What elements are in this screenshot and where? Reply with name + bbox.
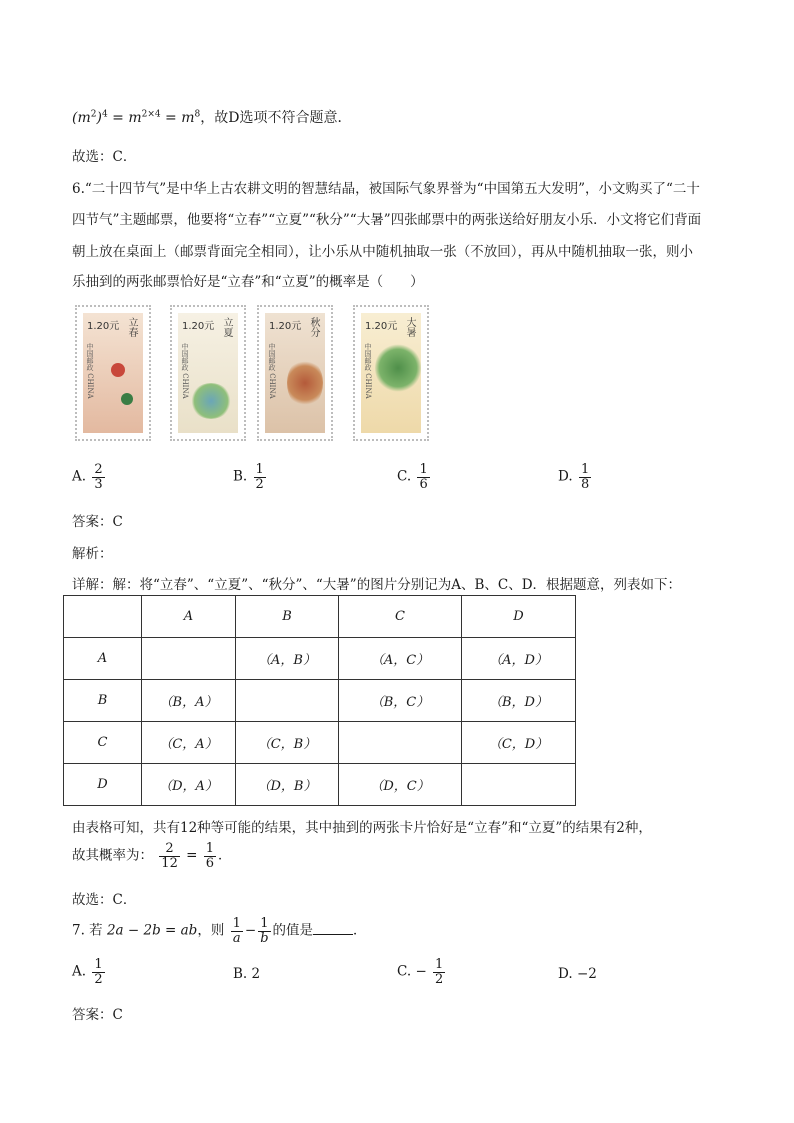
formula-tail: ，故D选项不符合题意． <box>200 110 352 126</box>
table-header-cell: D <box>462 596 576 638</box>
denominator: b <box>260 930 269 946</box>
q7-answer: 答案：C <box>72 1007 123 1023</box>
table-cell <box>236 680 339 722</box>
denominator: a <box>232 930 241 946</box>
table-cell: （A，D） <box>462 638 576 680</box>
stamp-art <box>361 313 421 433</box>
q6-line1: 6.“二十四节气”是中华上古农耕文明的智慧结晶，被国际气象界誉为“中国第五大发明”，小文购买了“二十 <box>72 181 700 197</box>
stamp-country: 中国邮政 CHINA <box>268 343 276 399</box>
option-value: 2 <box>251 966 261 982</box>
q6-detail: 详解：解：将“立春”、“立夏”、“秋分”、“大暑”的图片分别记为A、B、C、D．根据题意，列表如下： <box>72 577 682 593</box>
option-label: D. <box>558 966 573 982</box>
stamp-art <box>265 313 325 433</box>
table-header-row <box>64 596 576 638</box>
fraction <box>231 917 243 945</box>
table-cell <box>462 764 576 806</box>
stamp-qiufen <box>257 305 333 441</box>
denominator: 12 <box>161 855 178 871</box>
fraction <box>92 958 104 986</box>
q6-option-c[interactable] <box>397 463 432 491</box>
table-cell: （A，C） <box>339 638 462 680</box>
numerator: 1 <box>580 462 590 477</box>
stamp-name: 大暑 <box>404 317 415 337</box>
fraction <box>579 463 591 491</box>
stamp-lichun <box>75 305 151 441</box>
answer-blank[interactable] <box>313 922 353 935</box>
stamp-name: 立夏 <box>221 317 232 337</box>
denominator: 8 <box>580 476 590 492</box>
fraction <box>204 842 216 870</box>
numerator: 2 <box>165 841 174 856</box>
q7-stem <box>72 917 367 945</box>
table-cell: （B，A） <box>142 680 236 722</box>
q6-option-a[interactable] <box>72 463 107 491</box>
numerator: 1 <box>232 916 241 931</box>
table-row <box>64 638 576 680</box>
stamp-flowers <box>190 383 232 419</box>
table-cell: （D，B） <box>236 764 339 806</box>
stamp-value: 1.20元 <box>269 321 302 332</box>
stamp-leaves <box>375 343 421 393</box>
denominator: 2 <box>94 971 103 987</box>
minus-sign: − <box>244 922 257 939</box>
table-row <box>64 722 576 764</box>
q6-answer: 答案：C <box>72 514 123 530</box>
stamp-value: 1.20元 <box>87 321 120 332</box>
table-row-label: C <box>64 722 142 764</box>
table-cell: （A，B） <box>236 638 339 680</box>
fraction <box>417 463 429 491</box>
table-row-label: A <box>64 638 142 680</box>
q7-option-d[interactable] <box>558 966 597 982</box>
table-cell <box>142 638 236 680</box>
q7-equation: 2a − 2b = ab <box>106 922 198 939</box>
q7-option-a[interactable] <box>72 958 107 986</box>
stamp-value: 1.20元 <box>182 321 215 332</box>
q7-end: ． <box>353 922 367 939</box>
option-label: C. <box>397 963 412 980</box>
stamp-country: 中国邮政 CHINA <box>86 343 94 399</box>
table-cell: （D，C） <box>339 764 462 806</box>
table-cell: （C，B） <box>236 722 339 764</box>
q6-probability <box>72 842 232 870</box>
prob-prefix: 故其概率为： <box>72 847 153 864</box>
q6-conclusion: 由表格可知，共有12种等可能的结果，其中抽到的两张卡片恰好是“立春”和“立夏”的结果有2种， <box>72 820 652 836</box>
q6-option-b[interactable] <box>233 463 268 491</box>
equals-sign: = <box>186 847 198 864</box>
option-label: C. <box>397 468 412 485</box>
stamp-dashu <box>353 305 429 441</box>
table-header-cell: A <box>142 596 236 638</box>
table-row-label: B <box>64 680 142 722</box>
fraction <box>258 917 270 945</box>
table-cell: （C，A） <box>142 722 236 764</box>
denominator: 2 <box>435 971 444 987</box>
table-cell: （C，D） <box>462 722 576 764</box>
option-label: B. <box>233 966 248 982</box>
q7-mid: ，则 <box>197 922 225 939</box>
stamp-lixia <box>170 305 246 441</box>
stamp-country: 中国邮政 CHINA <box>181 343 189 399</box>
table-cell: （B，D） <box>462 680 576 722</box>
stamp-figure <box>121 393 133 405</box>
stamp-figure <box>111 363 125 377</box>
table-row-label: D <box>64 764 142 806</box>
numerator: 1 <box>255 462 264 477</box>
stamp-art <box>178 313 238 433</box>
table-cell <box>339 722 462 764</box>
table-header-cell: C <box>339 596 462 638</box>
fraction <box>433 958 445 986</box>
answer-line-prev: 故选：C． <box>72 149 137 165</box>
stamp-name: 立春 <box>126 317 137 337</box>
minus-sign: − <box>415 963 427 980</box>
stamp-value: 1.20元 <box>365 321 398 332</box>
prob-end: ． <box>218 847 232 864</box>
option-label: D. <box>558 468 573 485</box>
q7-suffix: 的值是 <box>272 922 314 939</box>
table-cell: （B，C） <box>339 680 462 722</box>
outcome-table <box>63 595 576 806</box>
table-row <box>64 680 576 722</box>
q6-analysis: 解析： <box>72 546 113 562</box>
option-label: A. <box>72 963 87 980</box>
fraction <box>254 463 266 491</box>
option-value: −2 <box>576 966 597 982</box>
numerator: 1 <box>435 957 444 972</box>
option-label: A. <box>72 468 87 485</box>
table-cell <box>64 596 142 638</box>
numerator: 1 <box>419 462 428 477</box>
fraction <box>159 842 180 870</box>
q7-option-b[interactable] <box>233 966 260 982</box>
q7-prefix: 7. 若 <box>72 922 103 939</box>
table-row <box>64 764 576 806</box>
stamp-name: 秋分 <box>308 317 319 337</box>
denominator: 3 <box>94 476 103 492</box>
stamp-tree <box>287 358 323 408</box>
q6-line3: 朝上放在桌面上（邮票背面完全相同），让小乐从中随机抽取一张（不放回），再从中随机抽取一张，则小 <box>72 244 693 260</box>
q7-option-c[interactable] <box>397 958 447 986</box>
formula-line: $(m^2)^4 = m^{2\times 4} = m^8$，故D选项不符合题意． <box>72 109 352 126</box>
option-label: B. <box>233 468 248 485</box>
fraction <box>92 463 104 491</box>
denominator: 6 <box>205 855 215 871</box>
q6-line2: 四节气”主题邮票，他要将“立春”“立夏”“秋分”“大暑”四张邮票中的两张送给好朋友小乐．小文将它们背面 <box>72 212 702 228</box>
numerator: 1 <box>260 916 269 931</box>
denominator: 2 <box>255 476 264 492</box>
stamp-country: 中国邮政 CHINA <box>364 343 372 399</box>
numerator: 1 <box>94 957 103 972</box>
q6-choice: 故选：C． <box>72 892 137 908</box>
q6-line4: 乐抽到的两张邮票恰好是“立春”和“立夏”的概率是（ ） <box>72 274 424 290</box>
table-header-cell: B <box>236 596 339 638</box>
denominator: 6 <box>419 476 428 492</box>
q6-option-d[interactable] <box>558 463 593 491</box>
numerator: 1 <box>205 841 215 856</box>
numerator: 2 <box>94 462 103 477</box>
table-cell: （D，A） <box>142 764 236 806</box>
stamp-art <box>83 313 143 433</box>
